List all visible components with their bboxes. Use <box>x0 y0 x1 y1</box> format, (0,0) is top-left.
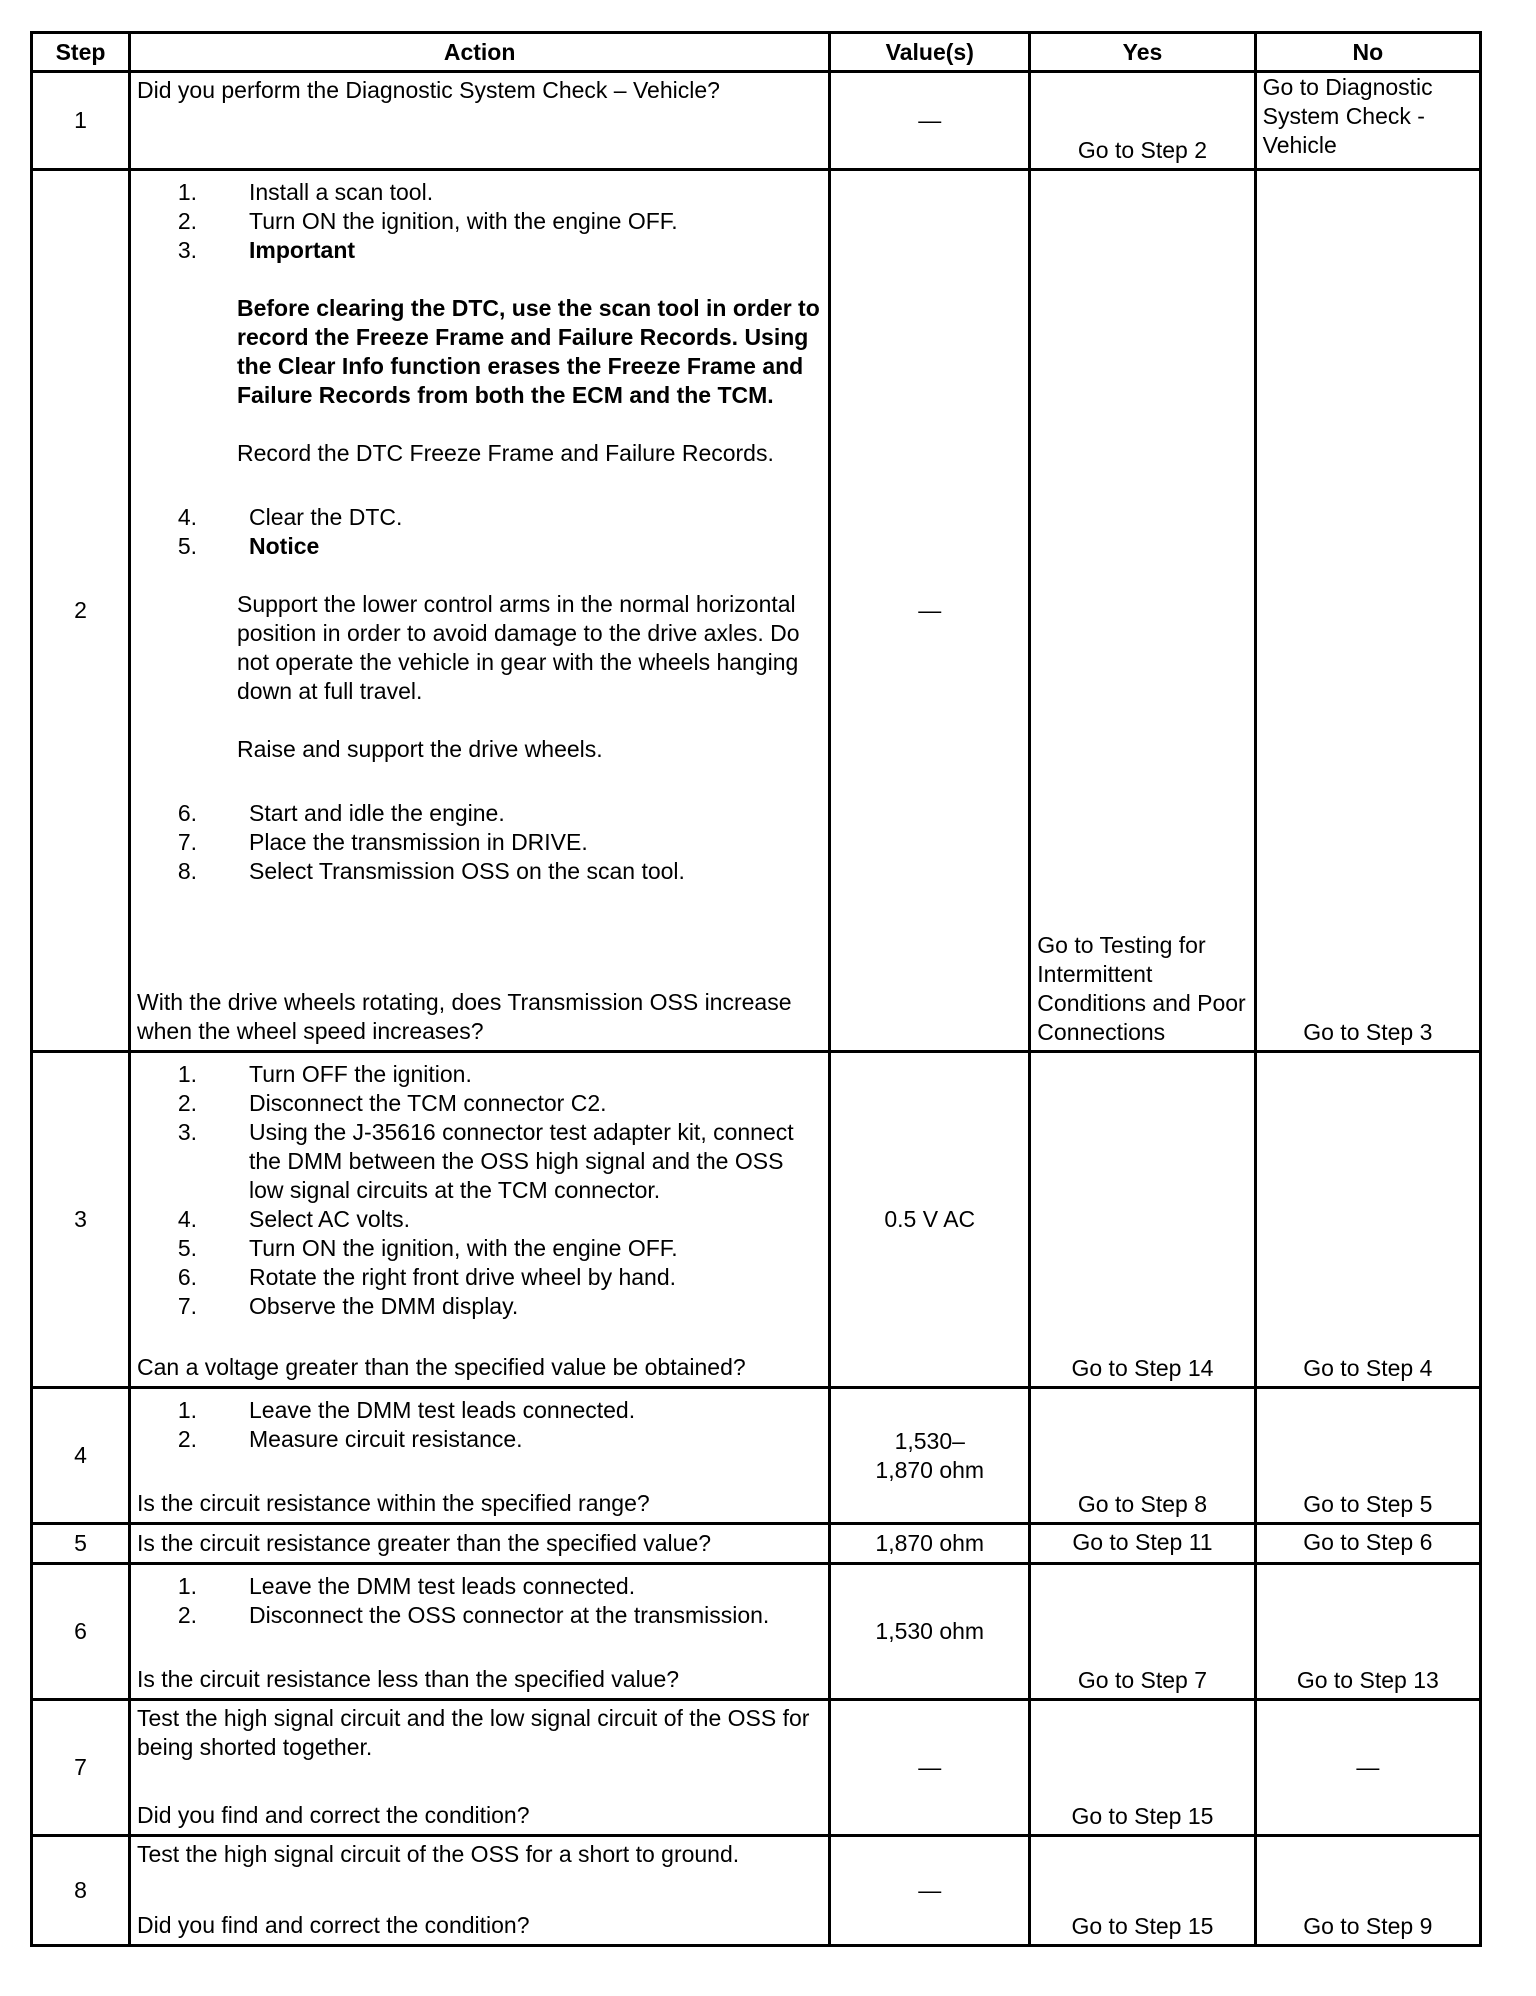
list-item: 2. Disconnect the TCM connector C2. <box>177 1090 607 1116</box>
question-text: With the drive wheels rotating, does Transmission OSS increase when the wheel speed increases? <box>137 989 792 1044</box>
yes-cell: Go to Step 2 <box>1030 72 1255 170</box>
step-number: 7 <box>32 1700 130 1836</box>
list-item: 7. Place the transmission in DRIVE. <box>177 829 588 855</box>
action-cell <box>130 1700 830 1836</box>
value-cell: — <box>830 72 1030 170</box>
value-cell: — <box>830 1700 1030 1836</box>
yes-cell: Go to Step 8 <box>1030 1388 1255 1524</box>
table-row <box>32 1836 1481 1946</box>
step-number: 4 <box>32 1388 130 1524</box>
important-after: Record the DTC Freeze Frame and Failure Records. <box>237 440 774 466</box>
value-cell: — <box>830 170 1030 1052</box>
important-text: Before clearing the DTC, use the scan tool in order to record the Freeze Frame and Failure Records. Using the Clear Info function erases the Freeze Frame and Failure Records from both the ECM and the TCM. <box>237 295 820 408</box>
step-number: 3 <box>32 1052 130 1388</box>
question-text: Is the circuit resistance within the specified range? <box>137 1490 650 1516</box>
yes-cell: Go to Step 7 <box>1030 1564 1255 1700</box>
steps-list <box>137 178 822 265</box>
list-item: 3. Important <box>177 237 356 263</box>
step-number: 8 <box>32 1836 130 1946</box>
list-item: 1. Leave the DMM test leads connected. <box>177 1573 636 1599</box>
step-number: 6 <box>32 1564 130 1700</box>
question-text: Can a voltage greater than the specified value be obtained? <box>137 1354 746 1380</box>
step-number: 2 <box>32 170 130 1052</box>
action-text: Test the high signal circuit of the OSS for a short to ground. <box>137 1841 740 1867</box>
yes-cell: Go to Testing for Intermittent Conditions and Poor Connections <box>1030 170 1255 1052</box>
table-row <box>32 170 1481 1052</box>
table-row <box>32 1700 1481 1836</box>
action-cell <box>130 1052 830 1388</box>
yes-cell: Go to Step 11 <box>1030 1524 1255 1564</box>
list-item: 7. Observe the DMM display. <box>177 1293 519 1319</box>
list-item: 6. Rotate the right front drive wheel by hand. <box>177 1264 677 1290</box>
action-cell <box>130 1836 830 1946</box>
table-row <box>32 1564 1481 1700</box>
steps-list <box>137 799 822 886</box>
header-step: Step <box>32 33 130 72</box>
list-item: 5. Turn ON the ignition, with the engine OFF. <box>177 1235 678 1261</box>
no-cell: — <box>1255 1700 1480 1836</box>
question-text: Is the circuit resistance less than the specified value? <box>137 1666 680 1692</box>
list-item: 2. Disconnect the OSS connector at the transmission. <box>177 1602 770 1628</box>
action-text: Is the circuit resistance greater than the specified value? <box>130 1524 830 1564</box>
list-item: 6. Start and idle the engine. <box>177 800 505 826</box>
no-cell: Go to Step 13 <box>1255 1564 1480 1700</box>
steps-list <box>137 1060 822 1321</box>
value-cell: — <box>830 1836 1030 1946</box>
question-text: Did you find and correct the condition? <box>137 1802 530 1828</box>
step-number: 5 <box>32 1524 130 1564</box>
list-item: 5. Notice <box>177 533 320 559</box>
list-item: 2. Turn ON the ignition, with the engine OFF. <box>177 208 678 234</box>
list-item: 4. Clear the DTC. <box>177 504 403 530</box>
action-cell <box>130 1564 830 1700</box>
action-text: Test the high signal circuit and the low signal circuit of the OSS for being shorted together. <box>137 1705 810 1760</box>
yes-cell: Go to Step 15 <box>1030 1700 1255 1836</box>
no-cell: Go to Diagnostic System Check - Vehicle <box>1255 72 1480 170</box>
no-cell: Go to Step 6 <box>1255 1524 1480 1564</box>
list-item: 3. Using the J-35616 connector test adapter kit, connect the DMM between the OSS high signal and the OSS low signal circuits at the TCM connector. <box>177 1119 794 1203</box>
list-item: 8. Select Transmission OSS on the scan tool. <box>177 858 685 884</box>
no-cell: Go to Step 5 <box>1255 1388 1480 1524</box>
list-item: 2. Measure circuit resistance. <box>177 1426 523 1452</box>
steps-list <box>137 503 822 561</box>
action-text: Did you perform the Diagnostic System Check – Vehicle? <box>130 72 830 170</box>
question-text: Did you find and correct the condition? <box>137 1912 530 1938</box>
yes-cell: Go to Step 15 <box>1030 1836 1255 1946</box>
steps-list <box>137 1572 822 1630</box>
header-yes: Yes <box>1030 33 1255 72</box>
steps-list <box>137 1396 822 1454</box>
notice-text: Support the lower control arms in the normal horizontal position in order to avoid damage to the drive axles. Do not operate the vehicle in gear with the wheels hanging down at full travel. <box>237 591 800 704</box>
table-row <box>32 72 1481 170</box>
action-cell <box>130 1388 830 1524</box>
yes-cell: Go to Step 14 <box>1030 1052 1255 1388</box>
header-values: Value(s) <box>830 33 1030 72</box>
header-no: No <box>1255 33 1480 72</box>
no-cell: Go to Step 3 <box>1255 170 1480 1052</box>
list-item: 4. Select AC volts. <box>177 1206 411 1232</box>
notice-after: Raise and support the drive wheels. <box>237 736 603 762</box>
value-cell: 1,870 ohm <box>830 1524 1030 1564</box>
list-item: 1. Leave the DMM test leads connected. <box>177 1397 636 1423</box>
diagnostic-table <box>30 31 1482 1947</box>
header-row <box>32 33 1481 72</box>
table-row <box>32 1524 1481 1564</box>
table-row <box>32 1388 1481 1524</box>
header-action: Action <box>130 33 830 72</box>
no-cell: Go to Step 9 <box>1255 1836 1480 1946</box>
list-item: 1. Install a scan tool. <box>177 179 434 205</box>
value-cell: 1,530–1,870 ohm <box>830 1388 1030 1524</box>
table-row <box>32 1052 1481 1388</box>
value-cell: 1,530 ohm <box>830 1564 1030 1700</box>
no-cell: Go to Step 4 <box>1255 1052 1480 1388</box>
list-item: 1. Turn OFF the ignition. <box>177 1061 472 1087</box>
step-number: 1 <box>32 72 130 170</box>
action-cell <box>130 170 830 1052</box>
value-cell: 0.5 V AC <box>830 1052 1030 1388</box>
